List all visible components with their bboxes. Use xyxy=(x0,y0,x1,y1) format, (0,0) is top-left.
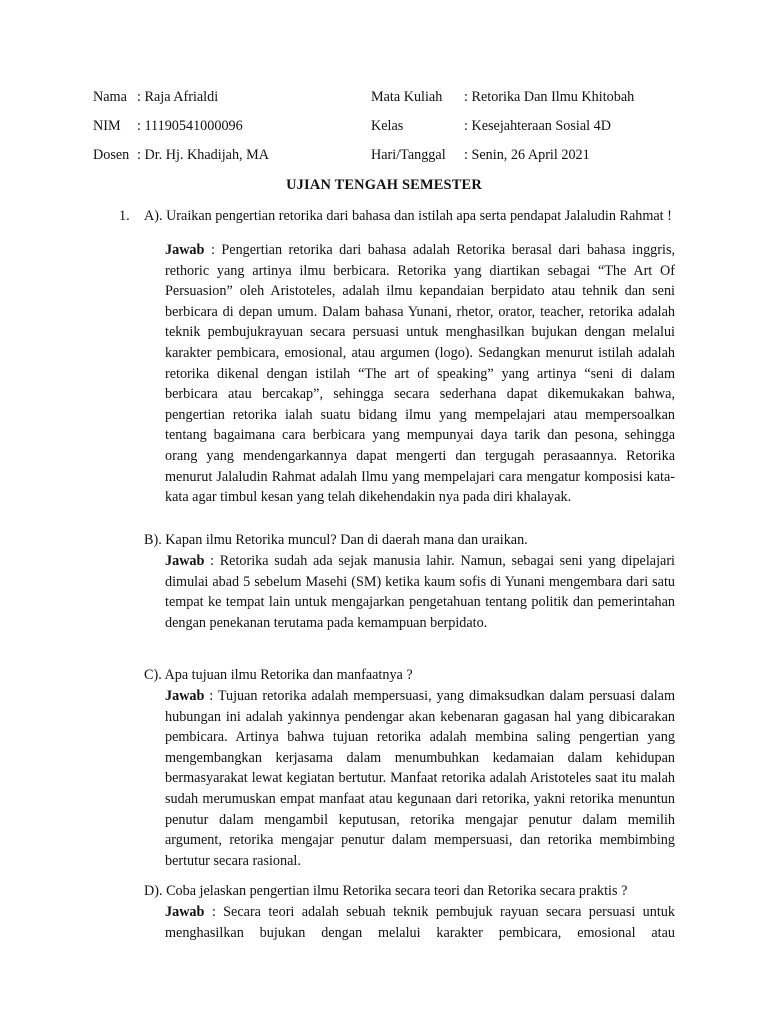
nim-value: : 11190541000096 xyxy=(137,118,243,134)
page-title: UJIAN TENGAH SEMESTER xyxy=(286,177,482,193)
question-a: A). Uraikan pengertian retorika dari bahasa dan istilah apa serta pendapat Jalaludin Rahmat ! xyxy=(144,208,672,224)
answer-c xyxy=(165,686,675,871)
name-label: Nama xyxy=(93,89,127,105)
header-row-2 xyxy=(93,116,693,137)
answer-b-text: : Retorika sudah ada sejak manusia lahir. Namun, sebagai seni yang dipelajari dimulai abad 5 sebelum Masehi (SM) ketika kaum sofis di Yunani mengembara dari satu tempat ke tempat lain untuk mengajarkan pengetahuan tentang politik dan pemerintahan dengan penekanan terutama pada kemampuan berpidato. xyxy=(165,553,676,631)
answer-c-text: : Tujuan retorika adalah mempersuasi, yang dimaksudkan dalam persuasi dalam hubungan ini adalah yakinnya pendengar akan kebenaran gagasan hal yang dibicarakan pembicara. Artinya bahwa tujuan retorika adalah membina saling pengertian yang mengembangkan kerjasama dalam menumbuhkan kedamaian dalam kehidupan bermasyarakat lewat kegiatan bertutur. Manfaat retorika adalah Aristoteles saat itu malah sudah merumuskan empat manfaat atau kegunaan dari retorika, yakni retorika menuntun penutur dalam mengambil keputusan, retorika mengajar penutur dalam memilih argument, retorika mengajar penutur dalam mempersuasi, dan retorika membimbing bertutur secara rasional. xyxy=(165,688,676,869)
course-label: Mata Kuliah xyxy=(371,89,443,105)
question-d: D). Coba jelaskan pengertian ilmu Retorika secara teori dan Retorika secara praktis ? xyxy=(144,883,628,899)
date-label: Hari/Tanggal xyxy=(371,147,446,163)
dosen-value: : Dr. Hj. Khadijah, MA xyxy=(137,147,270,163)
answer-b xyxy=(165,551,675,633)
nim-label: NIM xyxy=(93,118,121,134)
answer-label: Jawab xyxy=(165,904,205,920)
class-value: : Kesejahteraan Sosial 4D xyxy=(464,118,611,134)
dosen-label: Dosen xyxy=(93,147,130,163)
question-c: C). Apa tujuan ilmu Retorika dan manfaatnya ? xyxy=(144,667,413,683)
name-value: : Raja Afrialdi xyxy=(137,89,219,105)
header-row-1 xyxy=(93,87,693,108)
class-label: Kelas xyxy=(371,118,404,134)
answer-a-text: : Pengertian retorika dari bahasa adalah Retorika berasal dari bahasa inggris, rethoric yang artinya ilmu berbicara. Retorika yang diartikan sebagai “The Art Of Persuasion” oleh Aristoteles, adalah ilmu kepandaian berpidato atau tehnik dan seni berbicara di depan umum. Dalam bahasa Yunani, rhetor, orator, teacher, retorika adalah teknik pembujukrayuan secara persuasi untuk menghasilkan bujukan dengan melalui karakter pembicara, emosional, atau argumen (logo). Sedangkan menurut istilah adalah retorika dikenal dengan istilah “The art of speaking” yang artinya “seni di dalam berbicara atau bercakap”, sehingga secara sederhana dapat dikemukakan bahwa, pengertian retorika ialah suatu bidang ilmu yang mempelajari atau mempersoalkan tentang bagaimana cara berbicara yang mempunyai daya tarik dan pesona, sehingga orang yang mendengarkannya dapat mengerti dan tergugah perasaannya. Retorika menurut Jalaludin Rahmat adalah Ilmu yang mempelajari cara mengatur komposisi kata-kata agar timbul kesan yang telah dikehendakin nya pada diri khalayak. xyxy=(165,242,676,506)
question-b: B). Kapan ilmu Retorika muncul? Dan di daerah mana dan uraikan. xyxy=(144,532,528,548)
course-value: : Retorika Dan Ilmu Khitobah xyxy=(464,89,635,105)
answer-a xyxy=(165,240,675,508)
answer-d-text: : Secara teori adalah sebuah teknik pembujuk rayuan secara persuasi untuk menghasilkan bujukan dengan melalui karakter pembicara, emosional atau xyxy=(165,904,675,941)
answer-label: Jawab xyxy=(165,553,205,569)
question-number: 1. xyxy=(119,208,130,224)
answer-d xyxy=(165,902,675,943)
answer-label: Jawab xyxy=(165,688,205,704)
date-value: : Senin, 26 April 2021 xyxy=(464,147,590,163)
answer-label: Jawab xyxy=(165,242,205,258)
header-row-3 xyxy=(93,145,693,166)
